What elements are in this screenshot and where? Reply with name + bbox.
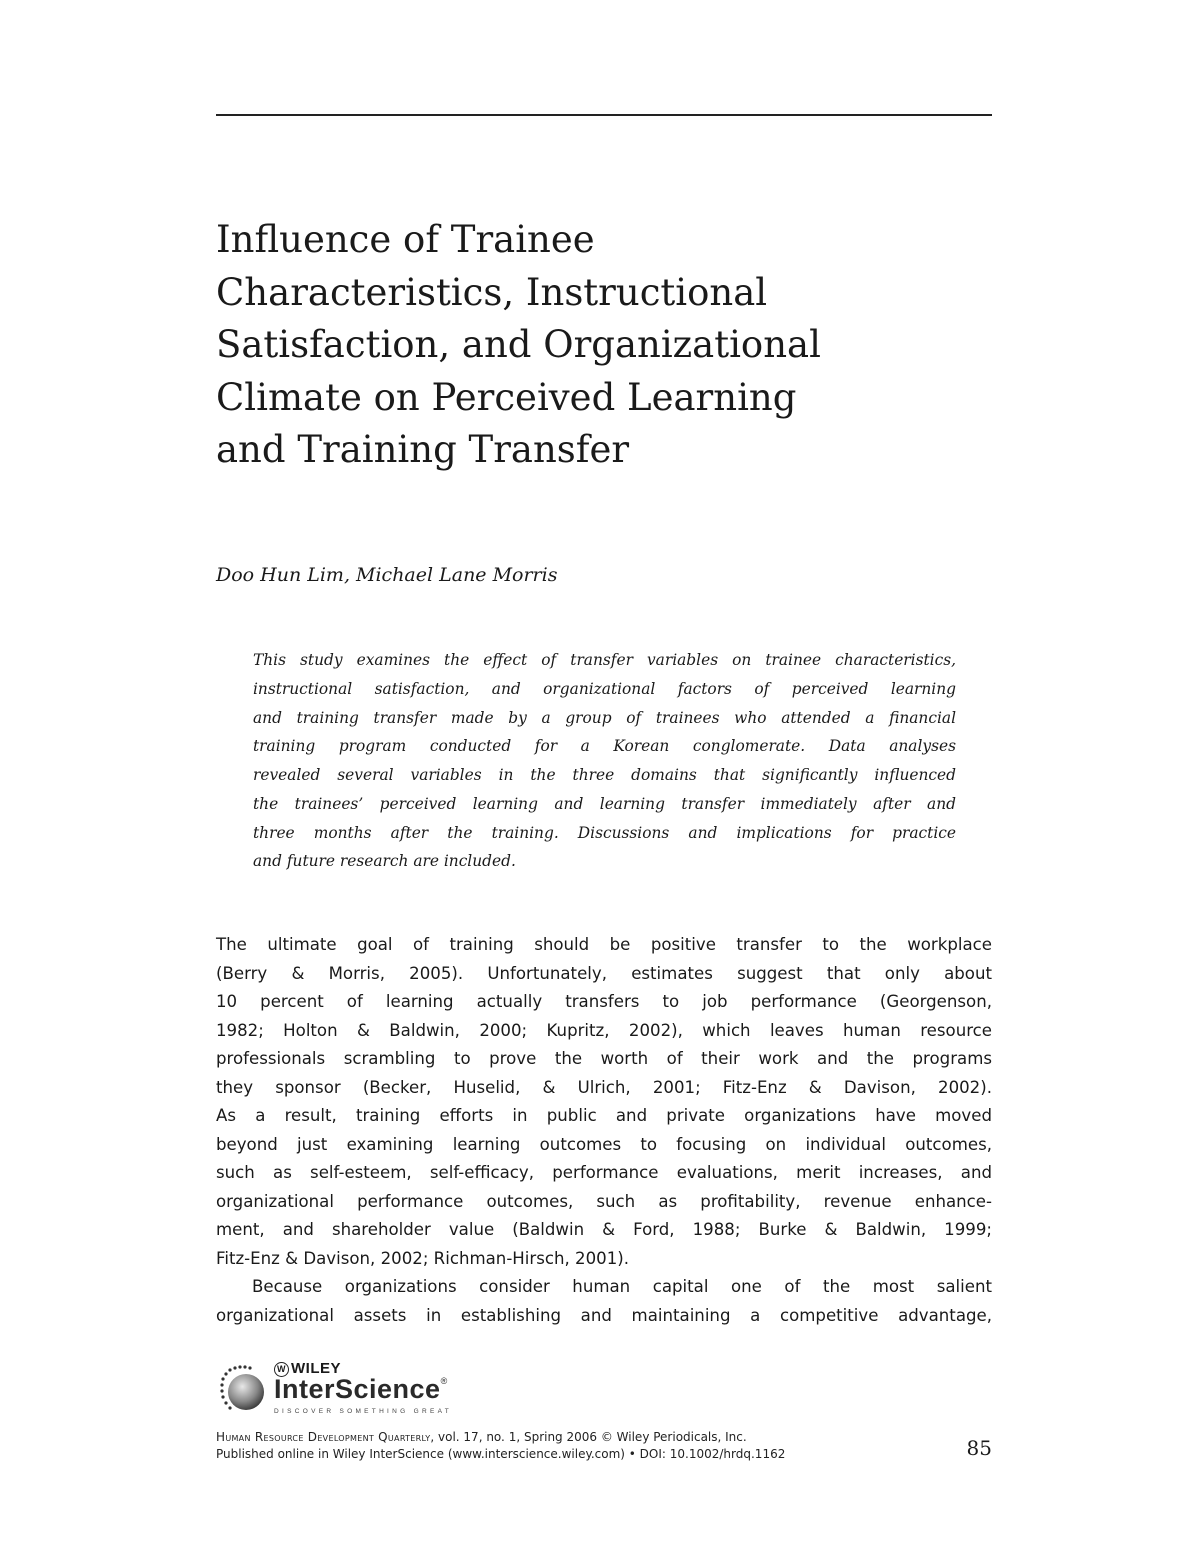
body-line: 10 percent of learning actually transfers to job performance (Georgenson, — [216, 992, 992, 1011]
page-number: 85 — [966, 1436, 992, 1460]
abstract-line: training program conducted for a Korean conglomerate. Data analyses — [253, 737, 956, 756]
abstract-line: instructional satisfaction, and organizational factors of perceived learning — [253, 679, 956, 698]
body-line: As a result, training efforts in public and private organizations have moved — [216, 1106, 992, 1125]
journal-name: Human Resource Development Quarterly — [216, 1430, 431, 1444]
body-line: The ultimate goal of training should be positive transfer to the workplace — [216, 935, 992, 954]
interscience-text: InterScience — [274, 1374, 441, 1404]
body-line: organizational assets in establishing and maintaining a competitive advantage, — [216, 1305, 992, 1325]
body-line: ment, and shareholder value (Baldwin & Ford, 1988; Burke & Baldwin, 1999; — [216, 1220, 992, 1239]
title-line: and Training Transfer — [216, 428, 630, 471]
body-line: organizational performance outcomes, such as profitability, revenue enhance- — [216, 1191, 992, 1211]
abstract-line: three months after the training. Discussions and implications for practice — [253, 823, 956, 842]
body-line: professionals scrambling to prove the worth of their work and the programs — [216, 1049, 992, 1068]
abstract-line: and future research are included. — [253, 852, 516, 871]
body-line: Fitz-Enz & Davison, 2002; Richman-Hirsch, 2001). — [216, 1248, 630, 1268]
title-line: Climate on Perceived Learning — [216, 375, 797, 419]
body-line: 1982; Holton & Baldwin, 2000; Kupritz, 2002), which leaves human resource — [216, 1020, 992, 1040]
abstract-line: This study examines the effect of transfer variables on trainee characteristics, — [253, 651, 956, 669]
body-line: (Berry & Morris, 2005). Unfortunately, estimates suggest that only about — [216, 963, 992, 983]
title-line: Satisfaction, and Organizational — [216, 323, 821, 366]
interscience-wordmark — [274, 1374, 448, 1405]
title-line: Influence of Trainee — [216, 218, 595, 261]
wiley-interscience-logo — [216, 1360, 486, 1422]
body-line: they sponsor (Becker, Huselid, & Ulrich, 2001; Fitz-Enz & Davison, 2002). — [216, 1077, 992, 1097]
published-online-line: Published online in Wiley InterScience (www.interscience.wiley.com) • DOI: 10.1002/hrdq.1162 — [216, 1447, 786, 1461]
body-line: Because organizations consider human capital one of the most salient — [252, 1277, 992, 1296]
journal-citation-line — [216, 1429, 785, 1446]
title-line: Characteristics, Instructional — [216, 270, 768, 314]
abstract-line: and training transfer made by a group of trainees who attended a financial — [253, 708, 956, 727]
logo-tagline: DISCOVER SOMETHING GREAT — [274, 1408, 453, 1415]
abstract-line: the trainees’ perceived learning and learning transfer immediately after and — [253, 794, 956, 813]
body-text — [216, 931, 992, 1330]
globe-icon — [220, 1364, 270, 1414]
author-list: Doo Hun Lim, Michael Lane Morris — [216, 564, 558, 586]
header-rule — [216, 114, 992, 116]
article-title — [216, 214, 976, 477]
abstract-line: revealed several variables in the three domains that significantly influenced — [253, 766, 956, 784]
body-line: beyond just examining learning outcomes to focusing on individual outcomes, — [216, 1134, 992, 1154]
registered-mark: ® — [440, 1376, 448, 1386]
wiley-circle-icon: W — [274, 1362, 289, 1377]
citation-footer — [216, 1429, 785, 1463]
wiley-text: WILEY — [291, 1360, 341, 1377]
body-line: such as self-esteem, self-efficacy, performance evaluations, merit increases, and — [216, 1163, 992, 1182]
abstract — [253, 646, 956, 876]
issue-info: , vol. 17, no. 1, Spring 2006 © Wiley Periodicals, Inc. — [430, 1430, 747, 1444]
